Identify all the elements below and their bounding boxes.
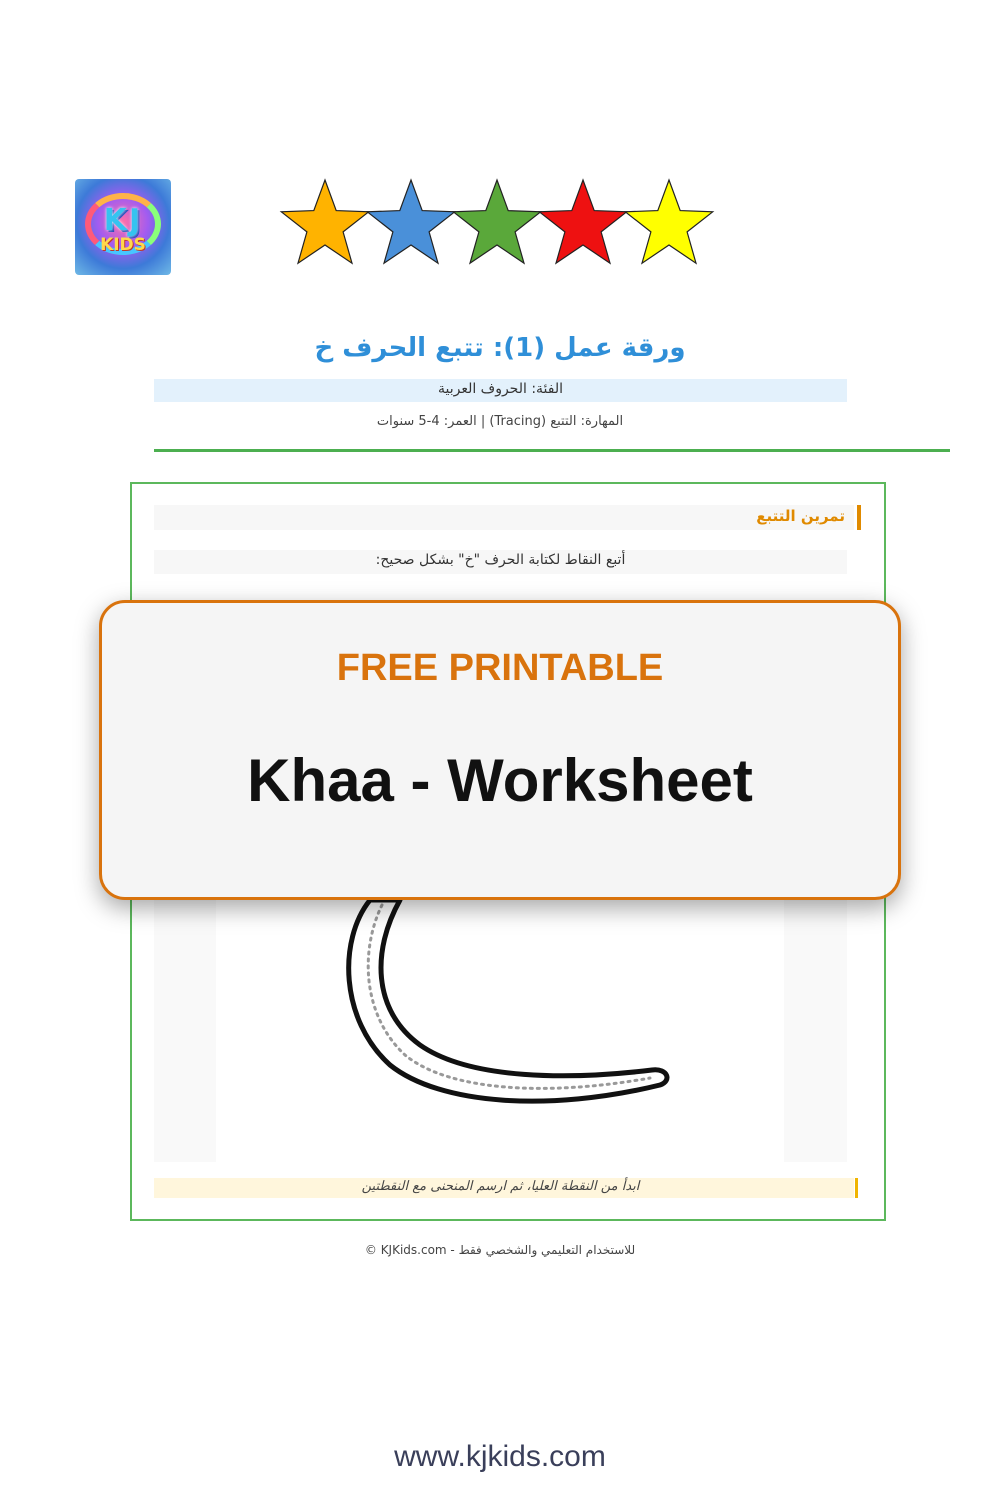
category-label: الفئة: الحروف العربية [437, 381, 564, 397]
copyright-text: © KJKids.com - للاستخدام التعليمي والشخصي فقط [364, 1243, 636, 1257]
promo-banner [99, 600, 901, 900]
star-icon [453, 180, 540, 263]
star-icon [367, 180, 454, 263]
logo-kids-text: KIDS [100, 235, 146, 255]
star-icon [281, 180, 368, 263]
worksheet-title: ورقة عمل (1): تتبع الحرف خ [314, 333, 686, 363]
kj-kids-logo [75, 179, 171, 275]
khaa-tracing-letter [300, 880, 700, 1140]
section-title: تمرين التتبع [756, 507, 845, 525]
section-header-bg [154, 505, 854, 530]
star-icon [625, 180, 712, 263]
rating-stars [278, 176, 718, 272]
star-icon [539, 180, 626, 263]
instruction-text: أتبع النقاط لكتابة الحرف "خ" بشكل صحيح: [375, 552, 626, 568]
logo-kj-text: KJ [103, 203, 143, 238]
banner-title: Khaa - Worksheet [247, 747, 753, 814]
site-url[interactable]: www.kjkids.com [394, 1440, 606, 1473]
tip-text: ابدأ من النقطة العليا، ثم ارسم المنحنى مع النقطتين [361, 1179, 640, 1194]
section-header-accent [857, 505, 861, 530]
header-divider [154, 449, 950, 452]
tip-accent [855, 1178, 858, 1198]
banner-subtitle: FREE PRINTABLE [336, 647, 664, 689]
letter-dotted-guide [368, 905, 650, 1088]
skill-age-label: المهارة: التتبع (Tracing) | العمر: 4-5 سنوات [376, 414, 624, 429]
letter-outline [349, 900, 667, 1101]
